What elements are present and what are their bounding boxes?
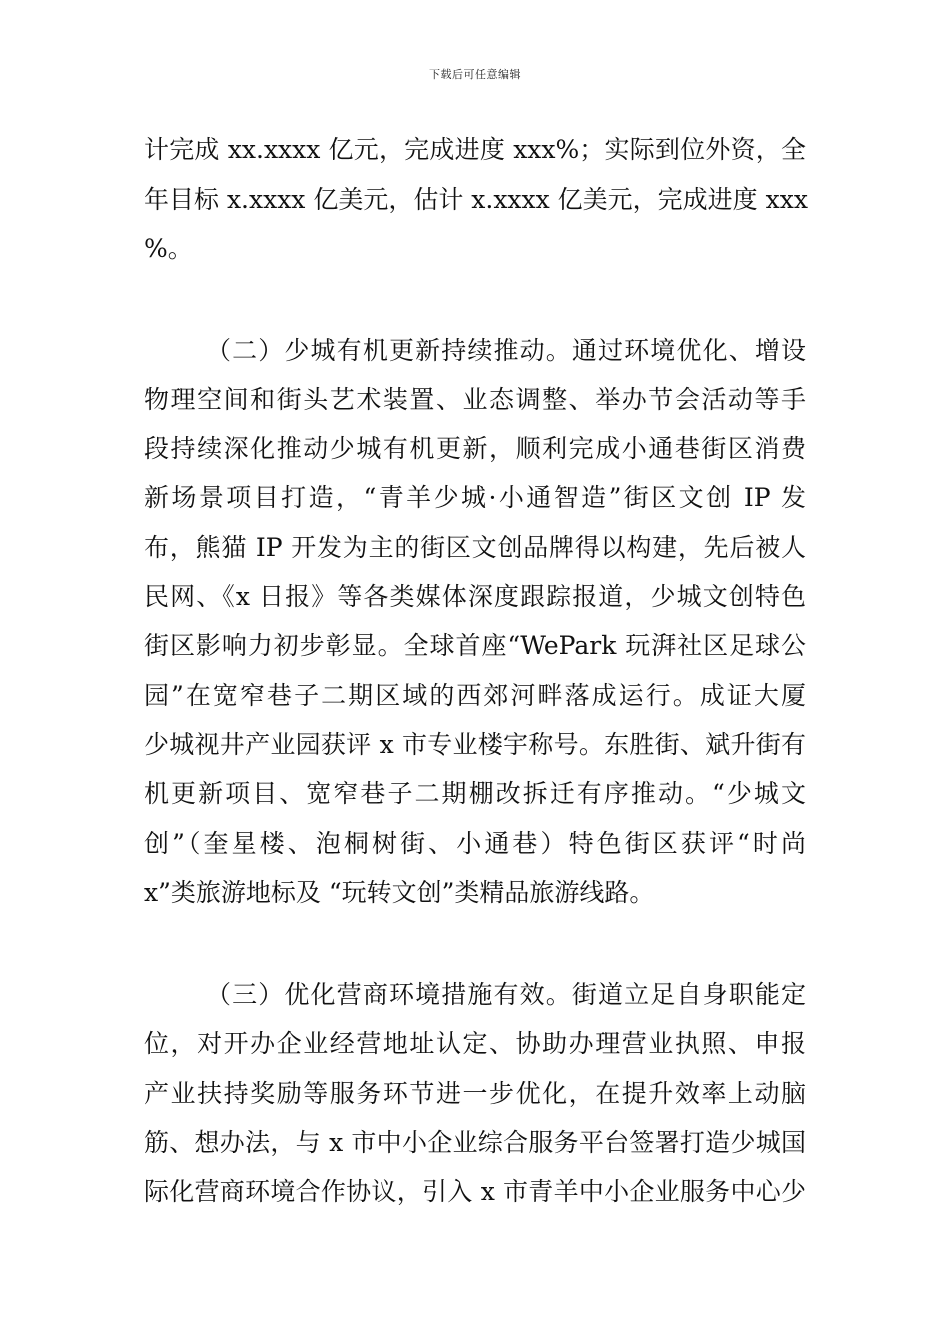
paragraph-2-line-9: 少城视井产业园获评 x 市专业楼宇称号。东胜街、斌升街有 bbox=[144, 730, 806, 759]
paragraph-2-line-4: 新场景项目打造，“青羊少城·小通智造”街区文创 IP 发 bbox=[144, 483, 806, 512]
paragraph-2-line-11: 创”（奎星楼、泡桐树街、小通巷）特色街区获评“时尚 bbox=[144, 829, 806, 858]
paragraph-2-line-12: x”类旅游地标及 “玩转文创”类精品旅游线路。 bbox=[144, 878, 655, 907]
paragraph-3-line-3: 产业扶持奖励等服务环节进一步优化，在提升效率上动脑 bbox=[144, 1079, 806, 1108]
paragraph-2-line-2: 物理空间和街头艺术装置、业态调整、举办节会活动等手 bbox=[144, 385, 806, 414]
paragraph-2-line-5: 布，熊猫 IP 开发为主的街区文创品牌得以构建，先后被人 bbox=[144, 533, 806, 562]
paragraph-3-line-4: 筋、想办法，与 x 市中小企业综合服务平台签署打造少城国 bbox=[144, 1128, 806, 1157]
paragraph-2-line-10: 机更新项目、宽窄巷子二期棚改拆迁有序推动。“少城文 bbox=[144, 779, 806, 808]
paragraph-1-line-2: 年目标 x.xxxx 亿美元，估计 x.xxxx 亿美元，完成进度 xxx bbox=[144, 185, 808, 214]
paragraph-2-line-8: 园”在宽窄巷子二期区域的西郊河畔落成运行。成证大厦 bbox=[144, 681, 806, 710]
paragraph-2-line-6: 民网、《x 日报》等各类媒体深度跟踪报道，少城文创特色 bbox=[144, 582, 806, 611]
page-header: 下载后可任意编辑 bbox=[429, 68, 521, 81]
paragraph-3-line-1: （三）优化营商环境措施有效。街道立足自身职能定 bbox=[206, 980, 806, 1009]
paragraph-2-line-3: 段持续深化推动少城有机更新，顺利完成小通巷街区消费 bbox=[144, 434, 806, 463]
paragraph-1-line-1: 计完成 xx.xxxx 亿元，完成进度 xxx%；实际到位外资，全 bbox=[144, 135, 806, 164]
paragraph-3-line-2: 位，对开办企业经营地址认定、协助办理营业执照、申报 bbox=[144, 1029, 806, 1058]
paragraph-2-line-7: 街区影响力初步彰显。全球首座“WePark 玩湃社区足球公 bbox=[144, 631, 806, 660]
paragraph-1-line-3: %。 bbox=[144, 234, 193, 263]
paragraph-3-line-5: 际化营商环境合作协议，引入 x 市青羊中小企业服务中心少 bbox=[144, 1177, 806, 1206]
paragraph-2-line-1: （二）少城有机更新持续推动。通过环境优化、增设 bbox=[206, 336, 806, 365]
